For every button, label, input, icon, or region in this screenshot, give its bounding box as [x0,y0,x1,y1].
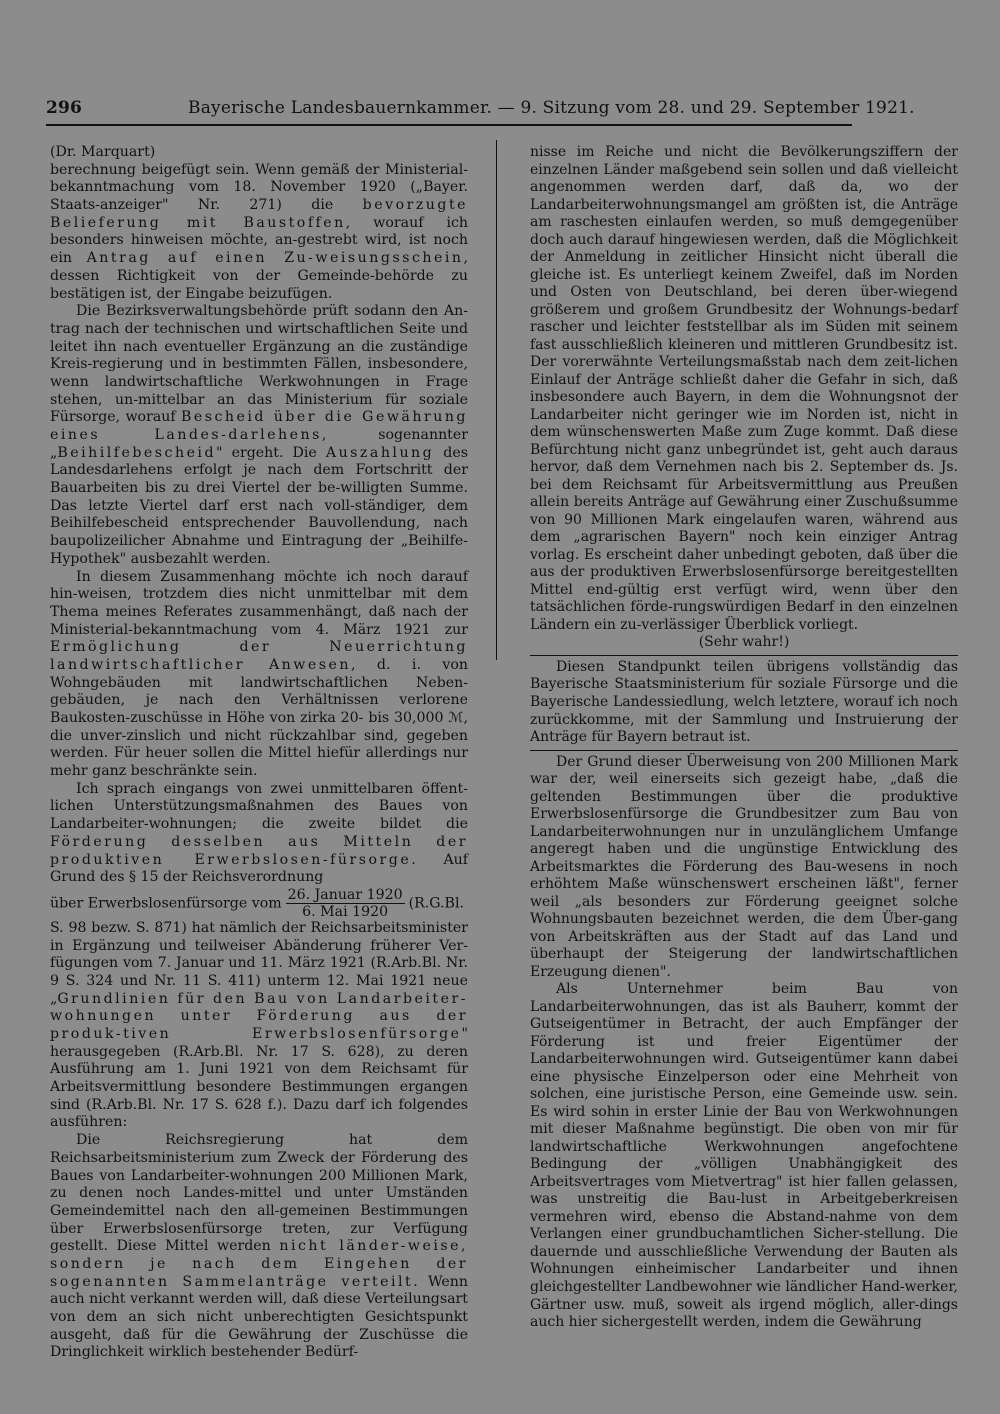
page-header [46,98,915,128]
fraction-denominator: 6. Mai 1920 [302,903,389,920]
right-column [530,144,958,1374]
text-run: In diesem Zusammenhang möchte ich noch darauf hin-weisen, trotzdem dies nicht unmittelbar mit dem Thema meines Referates zusammenhängt, daß nach der Ministerial-bekanntmachung vom 4. März 1921 zur [50,568,468,638]
paragraph: nisse im Reiche und nicht die Bevölkerungsziffern der einzelnen Länder maßgebend sein sollen und daß vielleicht angenommen werden darf, daß da, wo der Landarbeiterwohnungsmangel am größten ist, die Anträge am raschesten einlaufen werden, so muß demgegenüber doch auch darauf hingewiesen werden, daß die Möglichkeit der Anmeldung in zeitlicher Hinsicht nicht überall die gleiche ist. Es unterliegt keinem Zweifel, daß im Norden und Osten von Deutschland, bei deren über-wiegend größerem und großem Grundbesitz der Wohnungs-bedarf rascher und leichter feststellbar als im Süden mit seinem fast ausschließlich kleineren und mittleren Grundbesitz ist. Der vorerwähnte Verteilungsmaßstab nach dem zeit-lichen Einlauf der Anträge schließt daher die Gefahr in sich, daß insbesondere auch Bayern, in dem die Wohnungsnot der Landarbeiter nicht geringer wie im Norden ist, nicht in dem wünschenswerten Maße zum Zuge kommt. Daß diese Befürchtung nicht ganz unbegründet ist, geht auch daraus hervor, daß dem Vernehmen nach bis 2. September ds. Js. bei dem Reichsamt für Arbeitsvermittlung aus Preußen allein bereits Anträge auf Gewährung einer Zuschußsumme von 90 Millionen Mark eingelaufen waren, während aus dem „agrarischen Bayern" noch kein einziger Antrag vorlag. Es erscheint daher unbedingt geboten, daß über die aus der produktiven Erwerbslosenfürsorge bereitgestellten Mittel end-gültig erst verfügt wird, wenn über den tatsächlichen förde-rungswürdigen Bedarf in den einzelnen Ländern ein zu-verlässiger Überblick vorliegt. [530,144,958,633]
spaced-emphasis: Auszahlung [325,444,435,461]
paragraph [50,920,468,1132]
text-run: , d. i. von Wohngebäuden mit landwirtschaftlichen Neben-gebäuden, je nach den Verhältnissen verlorene Baukosten-zuschüsse in Höhe von zirka 20- bis 30,000 ℳ, die unver-zinslich und nicht rückzahlbar sind, gegeben werden. Für heuer sollen die Mittel hiefür allerdings nur mehr ganz beschränkte sein. [50,656,468,780]
text-run: , worauf ich besonders hinweisen möchte, an-gestrebt wird, ist noch ein [50,214,469,267]
speaker-label: (Dr. Marquart) [50,144,156,160]
paragraph: Diesen Standpunkt teilen übrigens vollständig das Bayerische Staatsministerium für soziale Fürsorge und die Bayerische Landessiedlung, welch letztere, worauf ich noch zurückkomme, mit der Sammlung und Instruierung der Anträge für Bayern betraut ist. [530,658,958,746]
paragraph: Der Grund dieser Überweisung von 200 Millionen Mark war der, weil einerseits sich gezeigt habe, „daß die geltenden Bestimmungen über die produktive Erwerbslosenfürsorge die Grundbesitzer zum Bau von Landarbeiterwohnungen nur in unzulänglichem Umfange angeregt haben und die ungünstige Entwicklung des Arbeitsmarktes die Förderung des Bau-wesens in noch erhöhtem Maße wünschenswert erscheinen läßt", ferner weil „als besonders zur Förderung geeignet solche Wohnungsbauten bezeichnet werden, die dem Über-gang von Arbeitskräften aus der Stadt auf das Land und überhaupt der Steigerung der landwirtschaftlichen Erzeugung dienen". [530,753,958,980]
paragraph [50,162,468,304]
spaced-emphasis: Antrag auf einen Zu-weisungsschein [86,250,464,267]
text-run: , sogenannter „ [50,427,468,461]
spaced-emphasis: Grundlinien für den Bau von Landarbeiter-wohnungen unter Förderung aus der produk-tiven Erwerbslosenfürsorge [50,990,468,1042]
text-run: Die Bezirksverwaltungsbehörde prüft sodann den An-trag nach der technischen und wirtschaftlichen Seite und leitet ihn nach eventueller Ergänzung an die zuständige Kreis-regierung und in bestimmten Fällen, insbesondere, wenn landwirtschaftliche Werkwohnungen in Frage stehen, un-mittelbar an das Ministerium für soziale Fürsorge, worauf [50,303,468,426]
interjection: (Sehr wahr!) [698,634,790,651]
header-rule [46,124,852,126]
spaced-emphasis: Ermöglichung der Neuerrichtung landwirtschaftlicher Anwesen [50,639,468,673]
spaced-emphasis: Beihilfebescheid [57,444,217,461]
text-run: . Auf Grund des § 15 der Reichsverordnung [50,851,469,886]
fraction-line [50,887,468,920]
paragraph [50,781,468,887]
left-column [50,144,468,1374]
text-run: S. 98 bezw. S. 871) hat nämlich der Reichsarbeitsminister in Ergänzung und teilweiser Abänderung früherer Ver-fügungen vom 7. Januar und 11. März 1921 (R.Arb.Bl. Nr. 9 S. 324 und Nr. 11 S. 411) unterm 12. Mai 1921 neue „ [50,919,468,1007]
section-rule [530,750,958,751]
paragraph [50,1132,468,1362]
text-run: des Landesdarlehens erfolgt je nach dem Fortschritt der Bauarbeiten bis zu drei Viertel der be-willigten Summe. Das letzte Viertel darf erst nach voll-ständiger, dem Beihilfebescheid entsprechender Bauvollendung, nach baupolizeilicher Abnahme und Eintragung der „Beihilfe-Hypothek" ausbezahlt werden. [50,444,468,567]
text-run: berechnung beigefügt sein. Wenn gemäß der Ministerial-bekanntmachung vom 18. November 1920 („Bayer. Staats-anzeiger" Nr. 271) die [50,161,468,214]
paragraph: Als Unternehmer beim Bau von Landarbeiterwohnungen, das ist als Bauherr, kommt der Gutseigentümer in Betracht, der auch Empfänger der Förderung ist und freier Eigentümer der Landarbeiterwohnungen wird. Gutseigentümer kann dabei eine physische Einzelperson oder eine Mehrheit von solchen, eine juristische Person, eine Gemeinde usw. sein. Es wird sohin in erster Linie der Bau von Werkwohnungen mit dieser Maßnahme begünstigt. Die oben von mir für landwirtschaftliche Werkwohnungen angefochtene Bedingung der „völligen Unabhängigkeit des Arbeitsvertrages vom Mietvertrag" ist hier fallen gelassen, was unstreitig die Bau-lust in Arbeitgeberkreisen vermehren wird, ebenso die Abstand-nahme von dem Verlangen einer grundbuchamtlichen Sicher-stellung. Die dauernde und ausschließliche Verwendung der Bauten als Wohnungen einheimischer Landarbeiter und ihnen gleichgestellter Landbewohner wie ländlicher Hand-werker, Gärtner usw. muß, soweit als irgend möglich, aller-dings auch hier sichergestellt werden, indem die Gewährung [530,981,958,1331]
section-rule [530,655,958,656]
text-run: " ergeht. Die [216,444,326,461]
running-title: Bayerische Landesbauernkammer. — 9. Sitzung vom 28. und 29. September 1921. [188,98,915,118]
text-run: " herausgegeben (R.Arb.Bl. Nr. 17 S. 628), zu deren Ausführung am 1. Juni 1921 von dem Reichsamt für Arbeitsvermittlung besondere Bestimmungen ergangen sind (R.Arb.Bl. Nr. 17 S. 628 f.). Dazu darf ich folgendes ausführen: [50,1026,468,1131]
text-run: (R.G.Bl. [408,895,464,912]
column-divider [496,140,497,660]
spaced-emphasis: bevorzugte Belieferung mit Baustoffen [50,197,468,231]
spaced-emphasis: Bescheid über die Gewährung eines Landes-darlehens [50,409,468,443]
date-fraction [286,887,405,920]
spaced-emphasis: Förderung desselben aus Mitteln der produktiven Erwerbslosen-fürsorge [50,833,468,868]
spaced-emphasis: nicht länder-weise, sondern je nach dem Eingehen der sogenannten Sammelanträge verteilt [50,1238,468,1290]
text-run: . Wenn auch nicht verkannt werden will, daß diese Verteilungsart von dem an sich nicht unberechtigten Gesichtspunkt ausgeht, daß für die Gewährung der Zuschüsse die Dringlichkeit wirklich bestehender Bedürf- [50,1273,468,1361]
paragraph [50,303,468,568]
fraction-numerator: 26. Januar 1920 [287,886,403,903]
text-run: Die Reichsregierung hat dem Reichsarbeitsministerium zum Zweck der Förderung des Baues von Landarbeiter-wohnungen 200 Millionen Mark, zu denen noch Landes-mittel und unter Umständen Gemeindemittel nach den all-gemeinen Bestimmungen über Erwerbslosenfürsorge treten, zur Verfügung gestellt. Diese Mittel werden [50,1132,468,1255]
text-run: über Erwerbslosenfürsorge vom [50,895,282,912]
text-run: , dessen Richtigkeit von der Gemeinde-behörde zu bestätigen ist, der Eingabe beizufügen. [50,250,468,302]
text-run: Ich sprach eingangs von zwei unmittelbaren öffent-lichen Unterstützungsmaßnahmen des Baues von Landarbeiter-wohnungen; die zweite bildet die [50,780,468,833]
paragraph [50,569,468,781]
page-number: 296 [46,98,83,118]
